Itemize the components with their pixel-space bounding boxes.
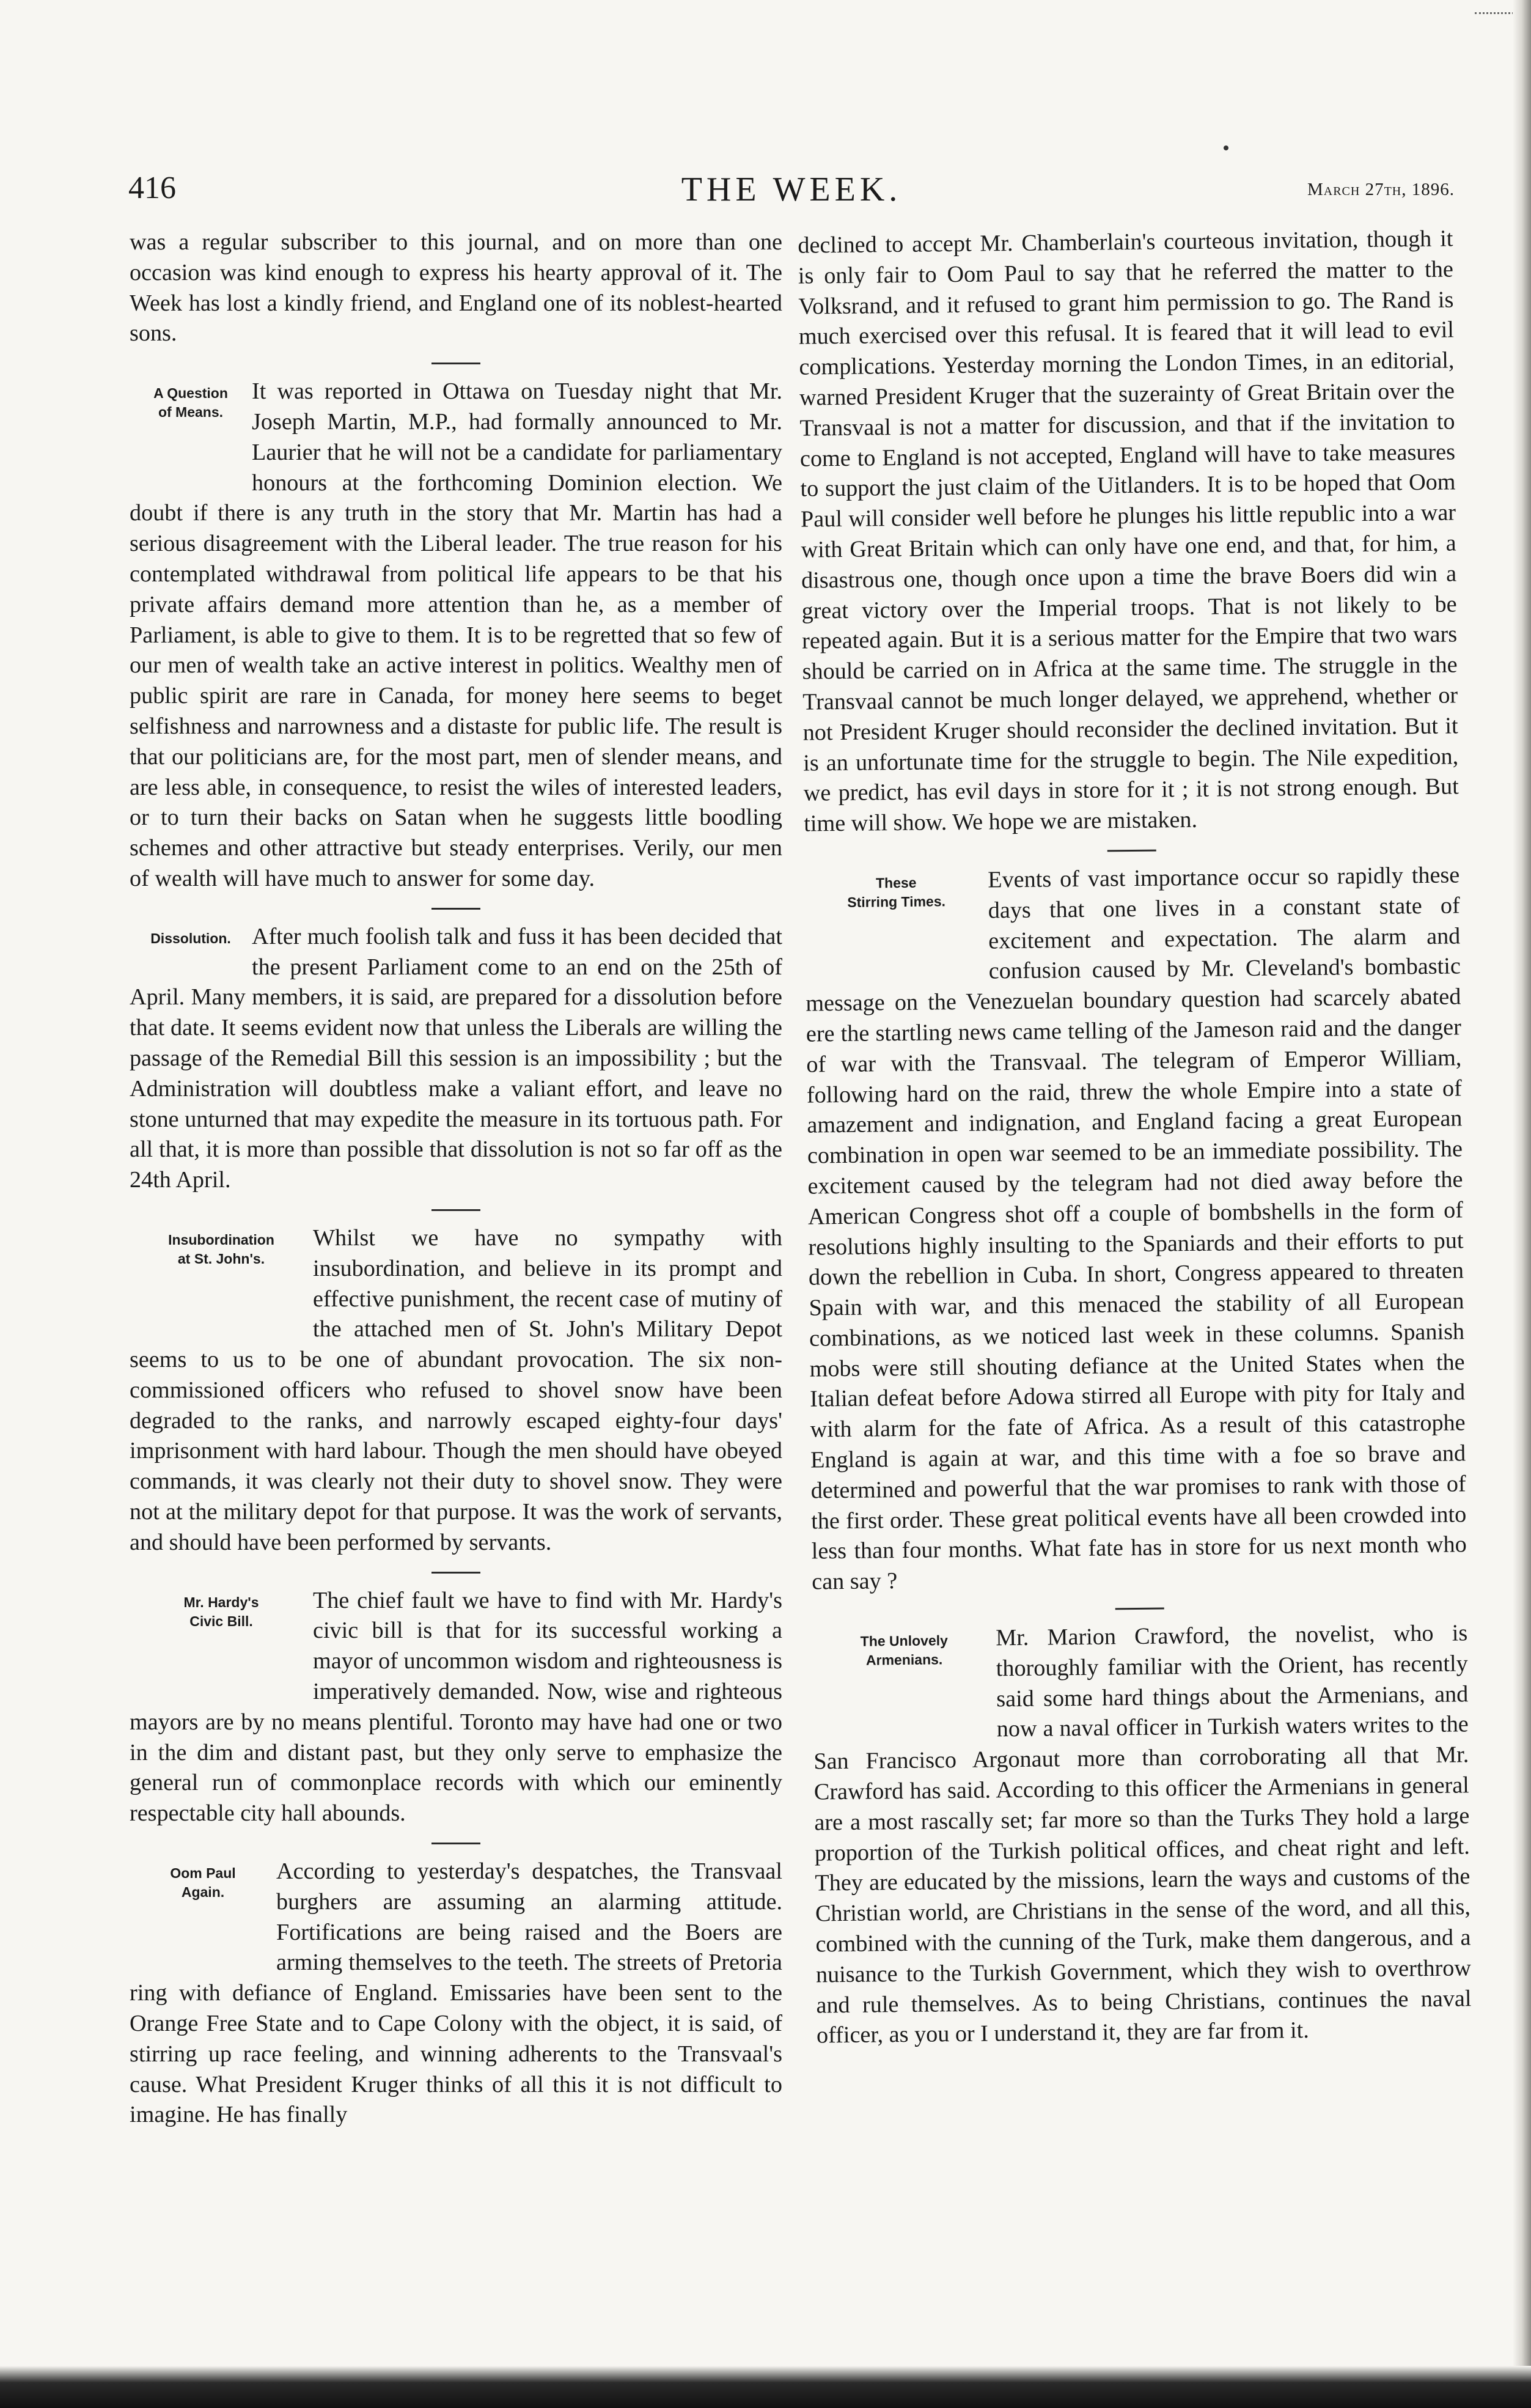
sidehead-line: The Unlovely bbox=[860, 1632, 948, 1649]
article-body: Events of vast importance occur so rapidly these days that one lives in a constant state of excitement and expectation. The alarm and confusion caused by Mr. Cleveland's bombastic message on the Venezuelan boundary question had scarcely abated ere the startling news came telling of the Jameson raid and the danger of war with the Transvaal. The telegram of Emperor William, following hard on the raid, threw the whole Empire into a state of amazement and indignation, and England facing a great European combination in open war seemed to be an immediate possibility. The excitement caused by the telegram had not died away before the American Congress shot off a couple of bombshells in the form of resolutions highly insulting to the Spaniards and their efforts to put down the rebellion in Cuba. In short, Congress appeared to threaten Spain with war, and this menaced the stability of all European combinations, as we noticed last week in these columns. Spanish mobs were still shouting defiance at the United States when the Italian defeat before Adowa stirred all Europe with pity for Italy and with alarm for the fate of Africa. As a result of this catastrophe England is again at war, and this time with a foe so brave and determined and powerful that the war promises to rank with those of the first order. These great political events have all been crowded into less than four months. What fate has in store for us next month who can say ? bbox=[806, 862, 1467, 1595]
issue-date: March 27th, 1896. bbox=[1307, 180, 1455, 199]
article-the-unlovely-armenians bbox=[812, 1618, 1472, 2051]
sidehead-line: A Question bbox=[153, 385, 228, 402]
article-body: According to yesterday's despatches, the Transvaal burghers are assuming an alarming attitude. Fortifications are being raised and the Boers are arming themselves to the teeth. The streets of Pretoria ring with defiance of England. Emissaries have been sent to the Orange Free State and to Cape Colony with the object, it is said, of stirring up race feeling, and winning adherents to the Transvaal's cause. What President Kruger thinks of all this it is not difficult to imagine. He has finally bbox=[130, 1858, 782, 2128]
sidehead-line: Oom Paul bbox=[170, 1865, 236, 1882]
page-number: 416 bbox=[128, 171, 176, 205]
sidehead bbox=[130, 1223, 313, 1315]
section-divider bbox=[1115, 1608, 1164, 1610]
sidehead-line: of Means. bbox=[158, 404, 224, 421]
right-lead-paragraph: declined to accept Mr. Chamberlain's courteous invitation, though it is only fair to Oom Paul to say that he referred the matter to the Volksrand, and it refused to grant him permission to go. The Rand is much exercised over this refusal. It is feared that it will lead to evil complications. Yesterday morning the London Times, in an editorial, warned President Kruger that the suzerainty of Great Britain over the Transvaal is not a matter for discussion, and that if the invitation to come to England is not accepted, England will have to take measures to support the just claim of the Uitlanders. It is to be hoped that Oom Paul will consider well before he plunges his little republic into a war with Great Britain which can only have one end, and that, for him, a disastrous one, though once upon a time the brave Boers did win a great victory over the Imperial troops. That is not likely to be repeated again. But it is a serious matter for the Empire that two wars should be carried on in Africa at the same time. The struggle in the Transvaal cannot be much longer delayed, we apprehend, whether or not President Kruger should reconsider the declined invitation. But it is an unfortunate time for the struggle to begin. The Nile expedition, we predict, has evil days in store for it ; it is not strong enough. But time will show. We hope we are mistaken. bbox=[798, 226, 1459, 837]
sidehead bbox=[812, 1623, 997, 1717]
right-column-content bbox=[798, 224, 1472, 2051]
article-these-stirring-times bbox=[804, 860, 1467, 1597]
section-divider bbox=[431, 908, 480, 910]
sidehead bbox=[130, 922, 252, 971]
section-divider bbox=[1107, 850, 1156, 852]
article-dissolution bbox=[130, 922, 782, 1196]
article-insubordination bbox=[130, 1223, 782, 1558]
section-divider bbox=[431, 1843, 480, 1844]
sidehead-line: Again. bbox=[181, 1884, 225, 1901]
print-speck bbox=[1224, 145, 1228, 150]
article-body: Mr. Marion Crawford, the novelist, who is thoroughly familiar with the Orient, has recently said some hard things about the Armenians, and now a naval officer in Turkish waters writes to the San Francisco Argonaut more than corroborating all that Mr. Crawford has said. According to this officer the Armenians in general are a most rascally set; far more so than the Turks They hold a large proportion of the Turkish political offices, and cheat right and left. They are educated by the missions, learn the ways and customs of the Christian world, are Christians in the sense of the word, and all this, combined with the cunning of the Turk, make them dangerous, and a nuisance to the Turkish Government, which they wish to overthrow and rule themselves. As to being Christians, continues the naval officer, as you or I understand it, they are far from it. bbox=[813, 1620, 1472, 2049]
sidehead-line: Dissolution. bbox=[150, 930, 231, 946]
article-mr-hardys-civic-bill bbox=[130, 1586, 782, 1829]
section-divider bbox=[431, 1209, 480, 1211]
article-a-question-of-means bbox=[130, 377, 782, 894]
sidehead-line: Armenians. bbox=[865, 1651, 943, 1668]
sidehead-line: Insubordination bbox=[168, 1231, 274, 1248]
scan-page-edge bbox=[1513, 0, 1531, 2408]
sidehead bbox=[804, 865, 989, 959]
left-lead-paragraph: was a regular subscriber to this journal, and on more than one occasion was kind enough to express his hearty approval of it. The Week has lost a kindly friend, and England one of its noblest-hearted sons. bbox=[130, 229, 782, 347]
right-column bbox=[798, 226, 1472, 2049]
article-body: Whilst we have no sympathy with insubordination, and believe in its prompt and effective punishment, the recent case of mutiny of the attached men of St. John's Military Depot seems to us to be one of abundant provocation. The six non-commissioned officers who refused to shovel snow have been degraded to the ranks, and narrowly escaped eighty-four days' imprisonment with hard labour. Though the men should have obeyed commands, it was clearly not their duty to shovel snow. They were not at the military depot for that purpose. It was the work of servants, and should have been performed by servants. bbox=[130, 1224, 782, 1555]
sidehead-line: Civic Bill. bbox=[189, 1613, 253, 1629]
sidehead-line: These bbox=[875, 874, 917, 891]
page-header bbox=[128, 158, 1455, 213]
scan-edge-mark bbox=[1475, 12, 1518, 31]
article-body: The chief fault we have to find with Mr. Hardy's civic bill is that for its successful working a mayor of uncommon wisdom and righteousness is imperatively demanded. Now, wise and righteous mayors are by no means plentiful. Toronto may have had one or two in the dim and distant past, but they only serve to emphasize the general run of commonplace records with which our eminently respectable city hall abounds. bbox=[130, 1587, 782, 1827]
sidehead bbox=[130, 1857, 276, 1948]
article-body: After much foolish talk and fuss it has been decided that the present Parliament come to an end on the 25th of April. Many members, it is said, are prepared for a dissolution before that date. It seems evident now that unless the Liberals are willing the passage of the Remedial Bill this session is an impossibility ; but the Administration will doubtless make a valiant effort, and leave no stone unturned that may expedite the measure in its tortuous path. For all that, it is more than possible that dissolution is not so far off as the 24th April. bbox=[130, 923, 782, 1193]
masthead: THE WEEK. bbox=[681, 171, 902, 208]
sidehead-line: Mr. Hardy's bbox=[183, 1594, 259, 1610]
sidehead-line: at St. John's. bbox=[177, 1250, 265, 1267]
sidehead bbox=[130, 377, 252, 468]
left-column bbox=[130, 227, 782, 2130]
scan-bottom-edge bbox=[0, 2366, 1531, 2408]
sidehead bbox=[130, 1586, 313, 1677]
sidehead-line: Stirring Times. bbox=[847, 893, 946, 910]
section-divider bbox=[431, 363, 480, 364]
article-oom-paul-again bbox=[130, 1857, 782, 2130]
article-body: It was reported in Ottawa on Tuesday night that Mr. Joseph Martin, M.P., had formally announced to Mr. Laurier that he will not be a candidate for parliamentary honours at the forthcoming Dominion election. We doubt if there is any truth in the story that Mr. Martin has had a serious disagreement with the Liberal leader. The true reason for his contemplated withdrawal from political life appears to be that his private affairs demand more attention than he, as a member of Parliament, is able to give to them. It is to be regretted that so few of our men of wealth take an active interest in politics. Wealthy men of public spirit are rare in Canada, for money here seems to beget selfishness and narrowness and a distaste for public life. The result is that our politicians are, for the most part, men of slender means, and are less able, in consequence, to resist the wiles of interested leaders, or to turn their backs on Satan when he suggests little boodling schemes and other attractive but steady enterprises. Verily, our men of wealth will have much to answer for some day. bbox=[130, 378, 782, 891]
section-divider bbox=[431, 1572, 480, 1574]
